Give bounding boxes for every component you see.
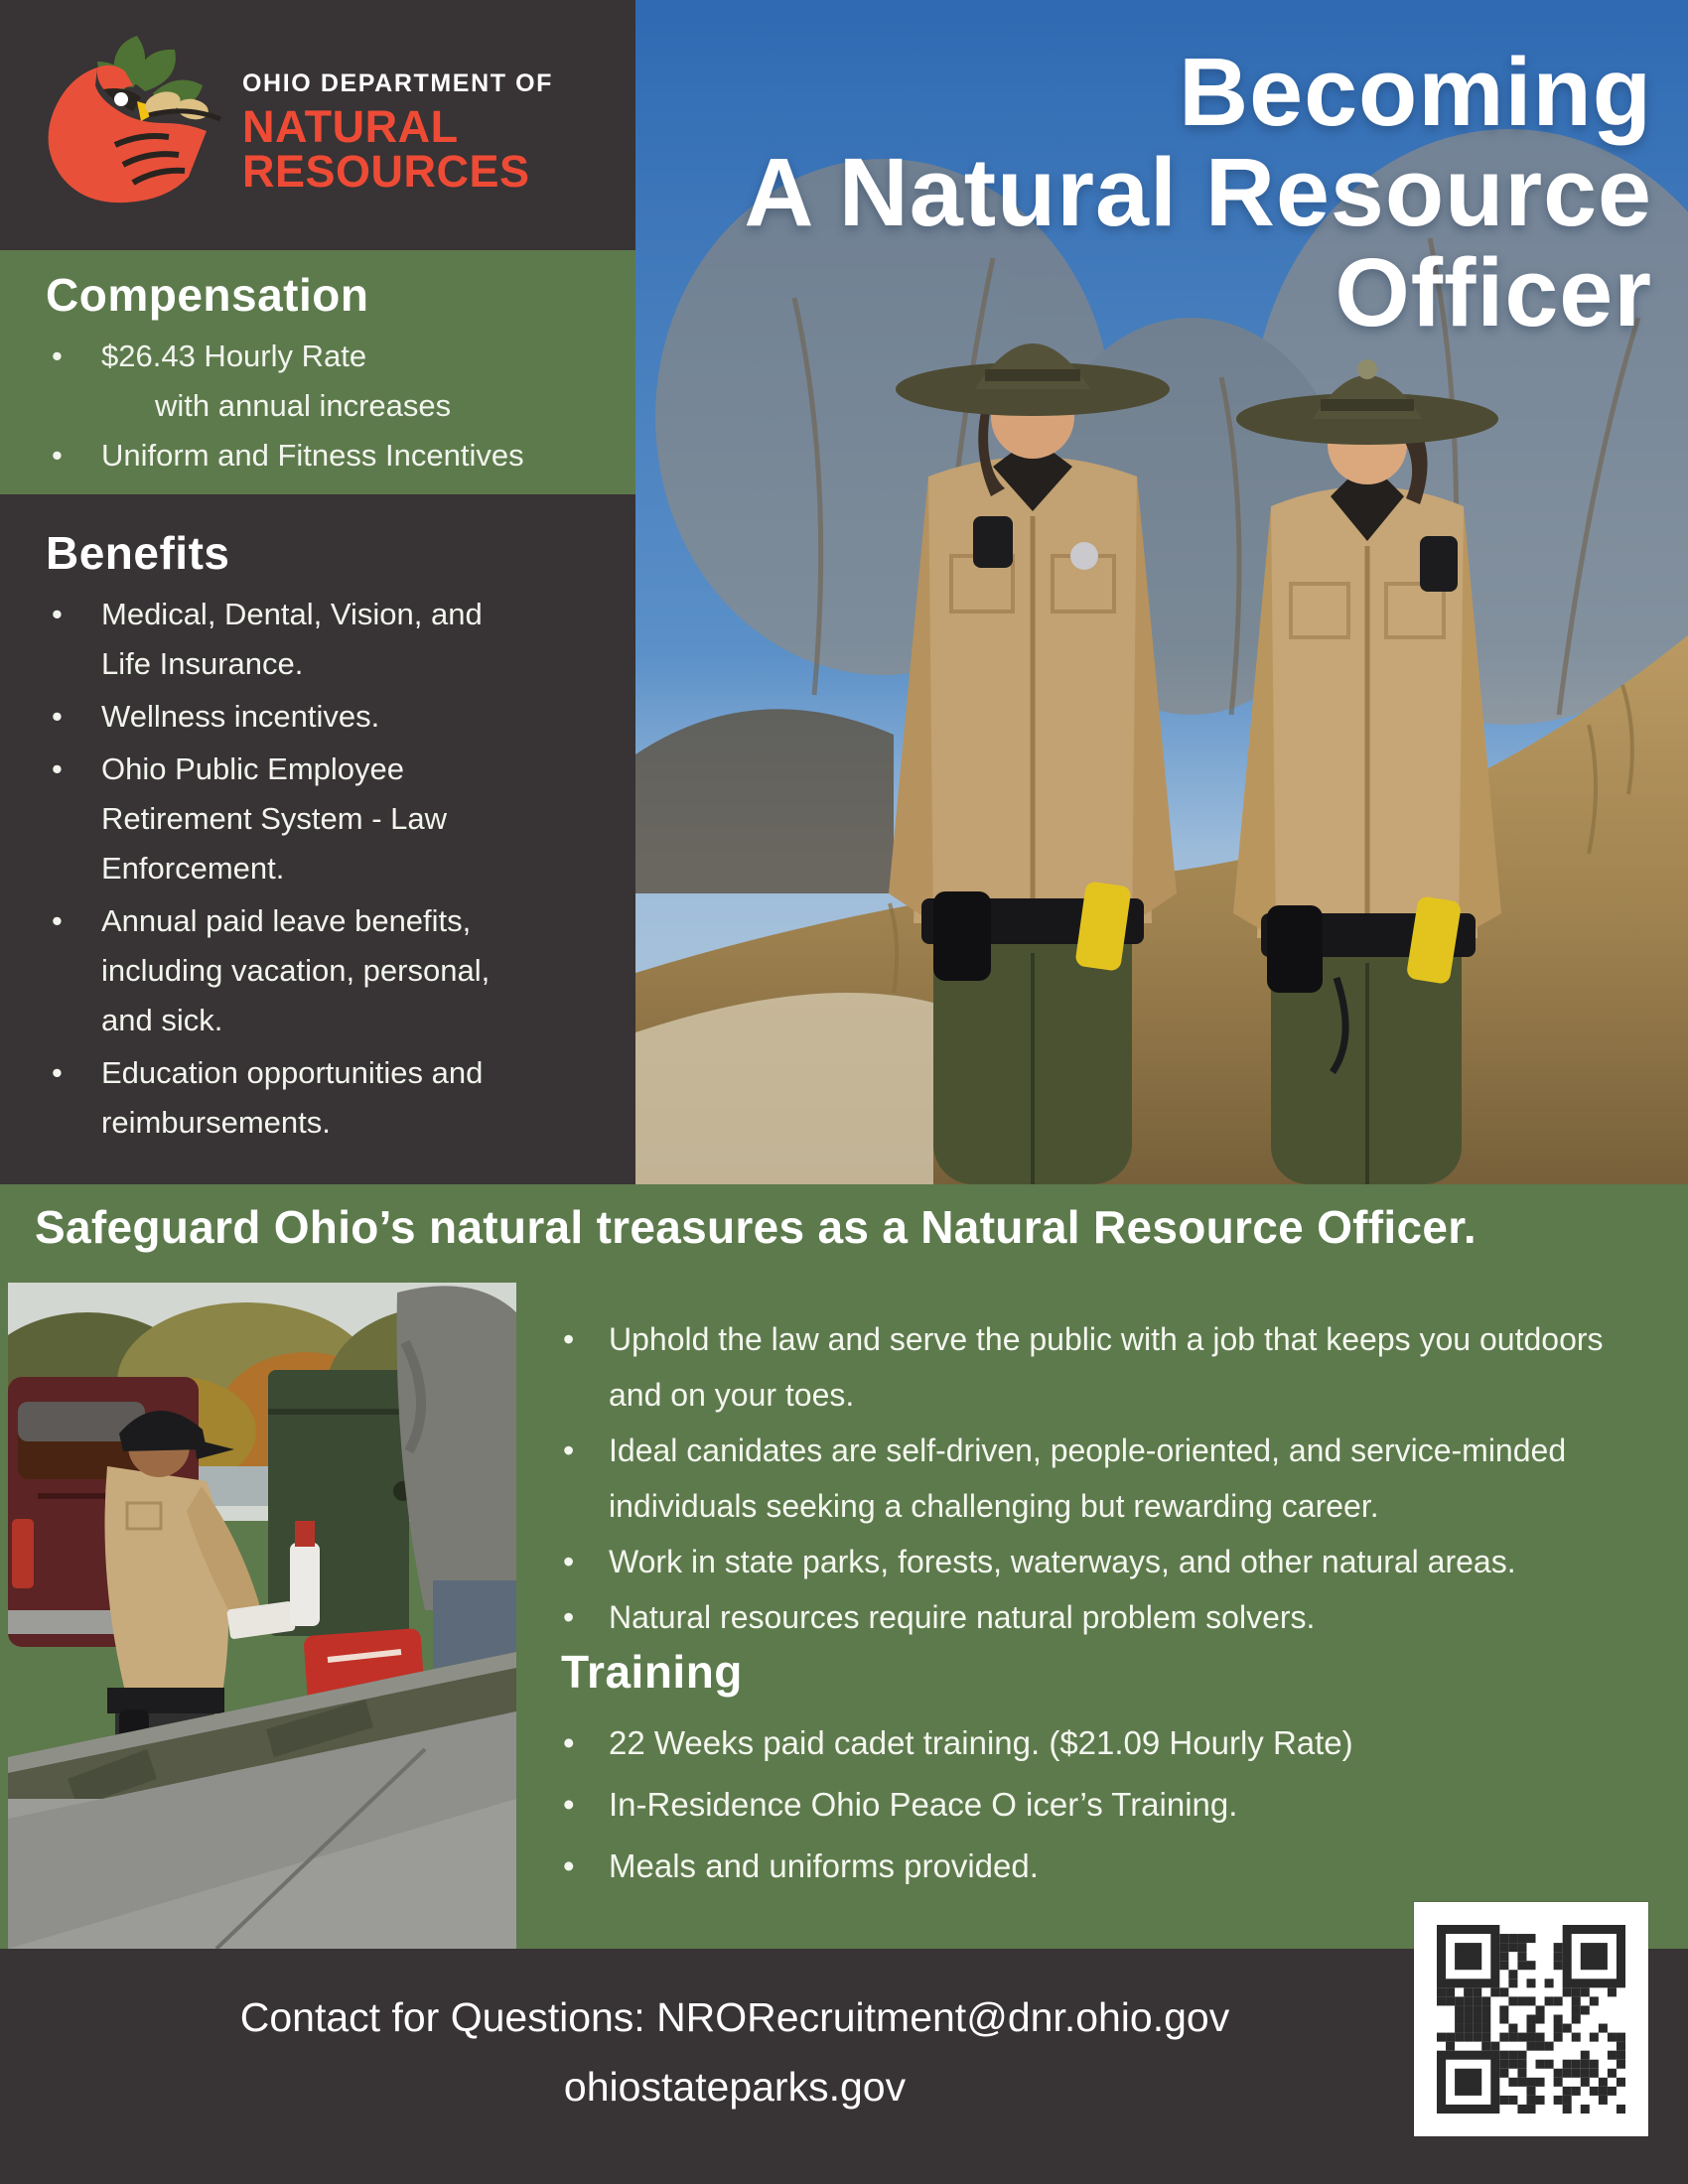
bullet-item: • Natural resources require natural problem solvers. bbox=[561, 1589, 1663, 1645]
compensation-heading: Compensation bbox=[46, 269, 369, 321]
bullet-item: • Uphold the law and serve the public with a job that keeps you outdoors and on your toes. bbox=[561, 1311, 1663, 1423]
mid-section bbox=[0, 1184, 1688, 1949]
mid-content bbox=[561, 1311, 1663, 1897]
mission-list bbox=[561, 1311, 1663, 1645]
boat-inspection-photo bbox=[8, 1283, 516, 1949]
training-heading: Training bbox=[561, 1646, 743, 1698]
bullet-item: • 22 Weeks paid cadet training. ($21.09 Hourly Rate) bbox=[561, 1712, 1663, 1774]
bullet-item: • Ideal canidates are self-driven, people-oriented, and service-minded individuals seeking a challenging but rewarding career. bbox=[561, 1423, 1663, 1534]
bullet-item: • Wellness incentives. bbox=[46, 692, 508, 742]
bullet-item: • Meals and uniforms provided. bbox=[561, 1836, 1663, 1897]
compensation-section bbox=[0, 250, 635, 494]
bullet-subitem: with annual increases bbox=[155, 388, 452, 423]
qr-code-icon bbox=[1437, 1925, 1625, 2114]
benefits-list bbox=[46, 590, 596, 1148]
page-title bbox=[744, 38, 1652, 346]
contact-line: Contact for Questions: NRORecruitment@dnr.ohio.gov bbox=[239, 1994, 1230, 2040]
training-list bbox=[561, 1712, 1663, 1897]
dnr-logo bbox=[38, 28, 553, 216]
benefits-section bbox=[0, 494, 635, 1151]
logo-natural-line: NATURAL bbox=[242, 101, 459, 152]
left-sidebar bbox=[0, 0, 635, 1184]
website-line: ohiostateparks.gov bbox=[563, 2064, 907, 2110]
bullet-item: • Medical, Dental, Vision, and Life Insurance. bbox=[46, 590, 508, 689]
hero-photo bbox=[635, 0, 1688, 1184]
qr-code bbox=[1414, 1902, 1648, 2136]
bullet-item: • Ohio Public Employee Retirement System - Law Enforcement. bbox=[46, 745, 508, 893]
cardinal-icon bbox=[38, 28, 226, 216]
bullet-item: • $26.43 Hourly Rate bbox=[46, 332, 578, 381]
bullet-item: • Annual paid leave benefits, including vacation, personal, and sick. bbox=[46, 896, 508, 1045]
bullet-item: • Education opportunities and reimbursements. bbox=[46, 1048, 508, 1148]
logo-text bbox=[242, 69, 554, 197]
bullet-item: • In-Residence Ohio Peace O icer’s Training. bbox=[561, 1774, 1663, 1836]
title-line-3: Officer bbox=[1335, 238, 1652, 346]
benefits-heading: Benefits bbox=[46, 527, 230, 579]
title-line-1: Becoming bbox=[1179, 38, 1652, 146]
title-line-2: A Natural Resource bbox=[744, 138, 1652, 246]
logo-resources-line: RESOURCES bbox=[242, 146, 530, 197]
banner-headline: Safeguard Ohio’s natural treasures as a Natural Resource Officer. bbox=[35, 1201, 1477, 1253]
compensation-list bbox=[46, 332, 635, 480]
logo-department-line: OHIO DEPARTMENT OF bbox=[242, 69, 554, 97]
bullet-item: • Work in state parks, forests, waterways, and other natural areas. bbox=[561, 1534, 1663, 1589]
bullet-item: • Uniform and Fitness Incentives bbox=[46, 431, 578, 480]
